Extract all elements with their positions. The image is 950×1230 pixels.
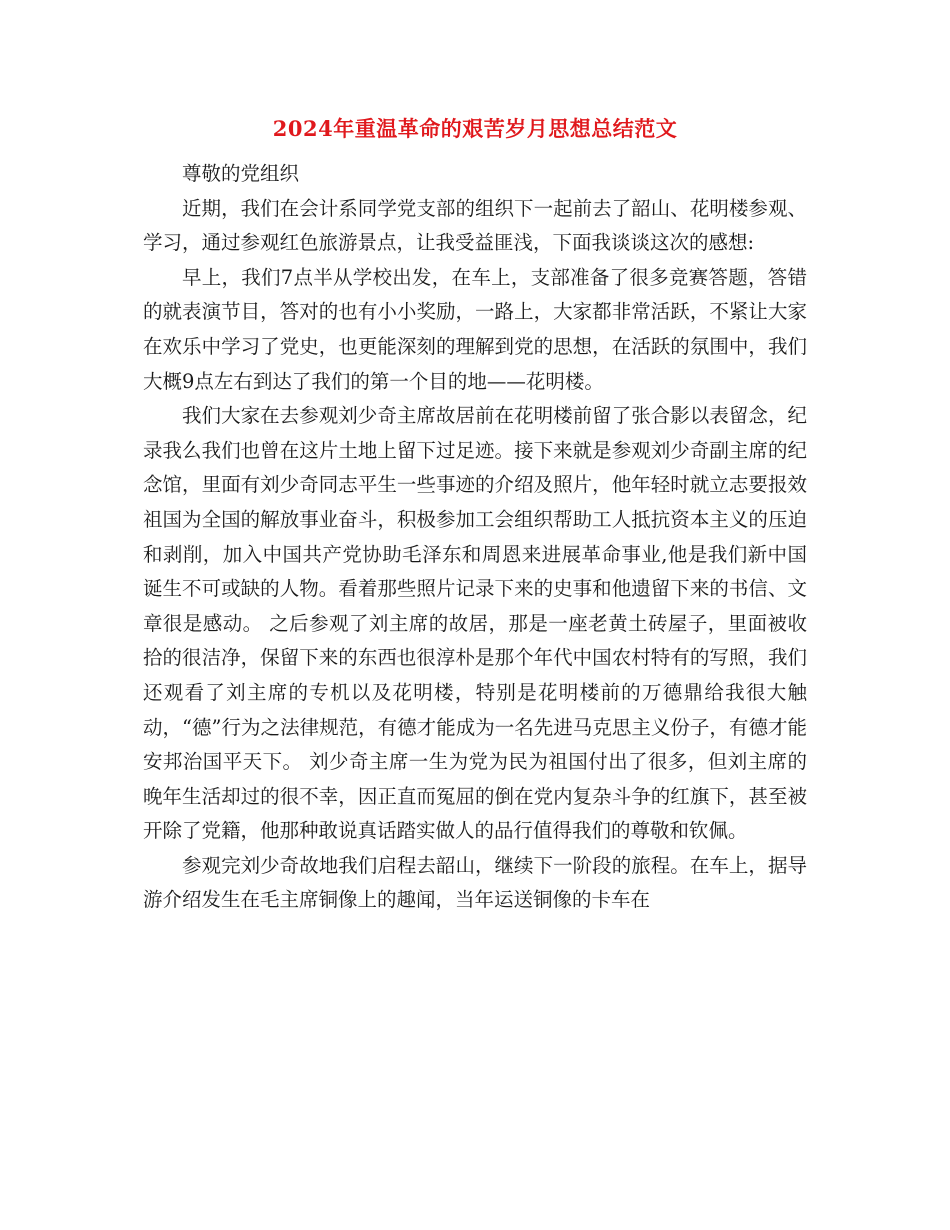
intro-paragraph: 近期，我们在会计系同学党支部的组织下一起前去了韶山、花明楼参观、学习，通过参观红色旅游景点，让我受益匪浅，下面我谈谈这次的感想: (143, 196, 807, 255)
shaoshan-paragraph: 参观完刘少奇故地我们启程去韶山，继续下一阶段的旅程。在车上，据导游介绍发生在毛主席铜像上的趣闻，当年运送铜像的卡车在 (143, 853, 807, 912)
salutation-paragraph: 尊敬的党组织 (182, 162, 300, 185)
document-body (143, 157, 807, 918)
huaminglou-paragraph: 我们大家在去参观刘少奇主席故居前在花明楼前留了张合影以表留念，纪录我么我们也曾在这片土地上留下过足迹。接下来就是参观刘少奇副主席的纪念馆，里面有刘少奇同志平生一些事迹的介绍及照片，他年轻时就立志要报效祖国为全国的解放事业奋斗，积极参加工会组织帮助工人抵抗资本主义的压迫和剥削，加入中国共产党协助毛泽东和周恩来进展革命事业,他是我们新中国诞生不可或缺的人物。看着那些照片记录下来的史事和他遗留下来的书信、文章很是感动。 之后参观了刘主席的故居，那是一座老黄土砖屋子，里面被收拾的很洁净，保留下来的东西也很淳朴是那个年代中国农村特有的写照，我们还观看了刘主席的专机以及花明楼，特别是花明楼前的万德鼎给我很大触动，“德”行为之法律规范，有德才能成为一名先进马克思主义份子，有德才能安邦治国平天下。 刘少奇主席一生为党为民为祖国付出了很多，但刘主席的晚年生活却过的很不幸，因正直而冤屈的倒在党内复杂斗争的红旗下，甚至被开除了党籍，他那种敢说真话踏实做人的品行值得我们的尊敬和钦佩。 (143, 404, 807, 843)
morning-paragraph: 早上，我们7点半从学校出发，在车上，支部准备了很多竞赛答题，答错的就表演节目，答对的也有小小奖励，一路上，大家都非常活跃，不紧让大家在欢乐中学习了党史，也更能深刻的理解到党的思想，在活跃的氛围中，我们大概9点左右到达了我们的第一个目的地——花明楼。 (143, 265, 807, 393)
document-title: 2024年重温革命的艰苦岁月思想总结范文 (272, 116, 678, 141)
